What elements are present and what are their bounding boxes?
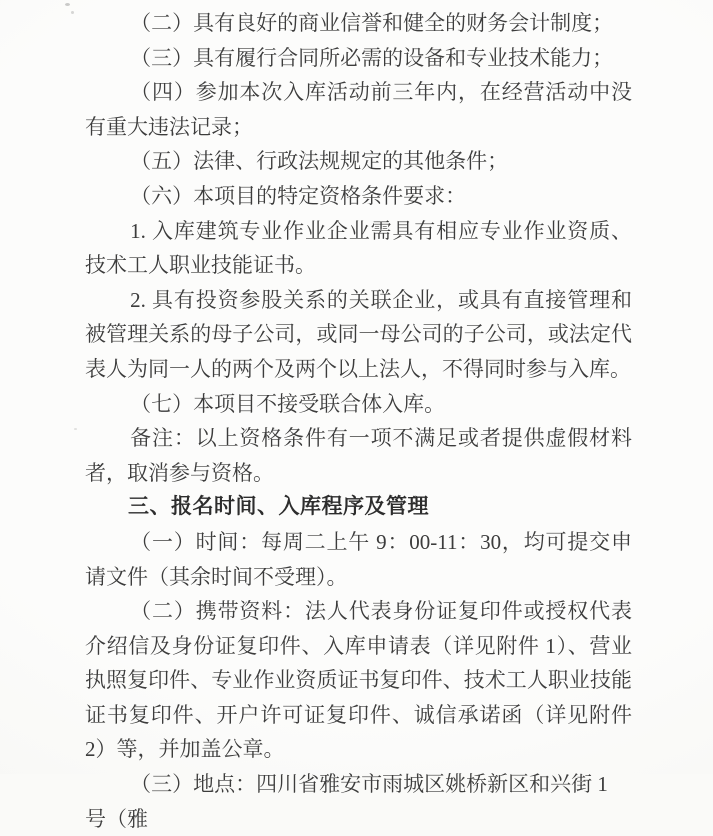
clause-qualification-2: （二）具有良好的商业信誉和健全的财务会计制度； <box>130 11 614 35</box>
clause-qualification-4: （四）参加本次入库活动前三年内，在经营活动中没有重大违法记录； <box>85 80 632 139</box>
scan-speck <box>71 11 74 14</box>
registration-location-item: （三）地点：四川省雅安市雨城区姚桥新区和兴街 1 号（雅 <box>85 772 608 831</box>
special-requirement-item-2: 2. 具有投资参股关系的关联企业，或具有直接管理和被管理关系的母子公司，或同一母公司的子公司，或法定代表人为同一人的两个及两个以上法人，不得同时参与入库。 <box>85 287 632 381</box>
clause-qualification-6: （六）本项目的特定资格条件要求： <box>130 183 467 208</box>
scan-speck <box>74 428 77 430</box>
clause-qualification-7: （七）本项目不接受联合体入库。 <box>130 391 446 416</box>
remark-note: 备注：以上资格条件有一项不满足或者提供虚假材料者，取消参与资格。 <box>85 426 632 485</box>
registration-materials-item: （二）携带资料：法人代表身份证复印件或授权代表介绍信及身份证复印件、入库申请表（详见附件 1）、营业执照复印件、专业作业资质证书复印件、技术工人职业技能证书复印件、开户许可证复印件、诚信承诺函（详见附件 2）等，并加盖公章。 <box>85 599 632 762</box>
clause-qualification-5: （五）法律、行政法规规定的其他条件； <box>130 149 509 174</box>
scan-speck <box>65 3 70 6</box>
special-requirement-item-1: 1. 入库建筑专业作业企业需具有相应专业作业资质、技术工人职业技能证书。 <box>85 218 632 278</box>
clause-qualification-3: （三）具有履行合同所必需的设备和专业技术能力； <box>130 45 614 70</box>
registration-time-item: （一）时间：每周二上午 9：00-11：30，均可提交申请文件（其余时间不受理）。 <box>85 529 632 589</box>
section-heading-registration: 三、报名时间、入库程序及管理 <box>128 495 430 519</box>
